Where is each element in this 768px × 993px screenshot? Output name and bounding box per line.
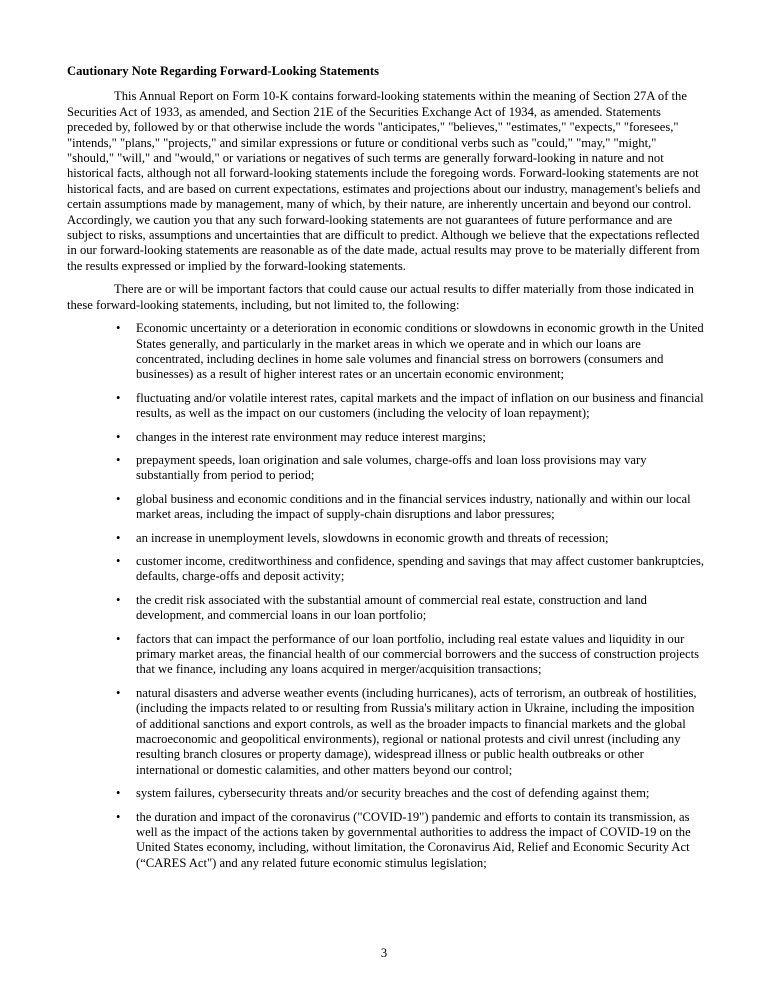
page-number: 3 [380, 946, 388, 960]
list-item [67, 786, 705, 801]
list-item-text: Economic uncertainty or a deterioration in economic conditions or slowdowns in economic growth in the United States generally, and particularly in the market areas in which we operate and in which our loans are concentrated, including declines in home sale volumes and financial stress on borrowers (consumers and businesses) as a result of higher interest rates or an uncertain economic environment; [136, 321, 704, 382]
list-item [67, 686, 705, 778]
bullet-icon: • [116, 491, 121, 506]
list-item [67, 492, 705, 523]
list-item-text: the credit risk associated with the substantial amount of commercial real estate, construction and land development, and commercial loans in our loan portfolio; [136, 592, 647, 623]
list-item-text: system failures, cybersecurity threats and/or security breaches and the cost of defending against them; [136, 786, 650, 801]
risk-factors-list [67, 321, 705, 871]
bullet-icon: • [116, 553, 121, 568]
paragraph-factors-intro: There are or will be important factors that could cause our actual results to differ materially from those indicated in these forward-looking statements, including, but not limited to, the following: [67, 282, 694, 312]
bullet-icon: • [116, 592, 121, 607]
list-item-text: prepayment speeds, loan origination and sale volumes, charge-offs and loan loss provisions may vary substantially from period to period; [136, 452, 647, 483]
list-item [67, 453, 705, 484]
list-item [67, 430, 705, 445]
list-item [67, 593, 705, 624]
bullet-icon: • [116, 429, 121, 444]
bullet-icon: • [116, 452, 121, 467]
bullet-icon: • [116, 685, 121, 700]
bullet-icon: • [116, 390, 121, 405]
list-item [67, 554, 705, 585]
list-item-text: changes in the interest rate environment may reduce interest margins; [136, 429, 486, 444]
bullet-icon: • [116, 321, 121, 336]
section-heading: Cautionary Note Regarding Forward-Looking Statements [67, 64, 380, 78]
list-item [67, 632, 705, 678]
list-item-text: an increase in unemployment levels, slowdowns in economic growth and threats of recession; [136, 530, 609, 545]
list-item-text: factors that can impact the performance of our loan portfolio, including real estate values and liquidity in our primary market areas, the financial health of our commercial borrowers and the success of construction projects that we finance, including any loans acquired in merger/acquisition transactions; [136, 631, 700, 677]
list-item-text: customer income, creditworthiness and confidence, spending and savings that may affect customer bankruptcies, defaults, charge-offs and deposit activity; [136, 553, 705, 584]
list-item [67, 810, 705, 872]
list-item [67, 321, 705, 383]
list-item-text: the duration and impact of the coronavirus ("COVID-19") pandemic and efforts to contain its transmission, as well as the impact of the actions taken by governmental authorities to address the impact of COVID-19 on the United States economy, including, without limitation, the Coronavirus Aid, Relief and Economic Security Act (“CARES Act") and any related future economic stimulus legislation; [136, 809, 691, 870]
document-page [67, 64, 705, 879]
bullet-icon: • [116, 530, 121, 545]
list-item-text: natural disasters and adverse weather events (including hurricanes), acts of terrorism, an outbreak of hostilities, (including the impacts related to or resulting from Russia's military action in Ukraine, including the imposition of additional sanctions and export controls, as well as the broader impacts to financial markets and the global macroeconomic and geopolitical environments), regional or national protests and civil unrest (including any resulting branch closures or property damage), widespread illness or public health outbreaks or other international or domestic calamities, and other matters beyond our control; [136, 685, 697, 777]
bullet-icon: • [116, 786, 121, 801]
bullet-icon: • [116, 809, 121, 824]
paragraph-forward-looking-intro: This Annual Report on Form 10-K contains forward-looking statements within the meaning of Section 27A of the Securities Act of 1933, as amended, and Section 21E of the Securities Exchange Act of 1934, as amended. Statements preceded by, followed by or that otherwise include the words "anticipates," "believes," "estimates," "expects," "foresees," "intends," "plans," "projects," and similar expressions or future or conditional verbs such as "could," "may," "might," "should," "will," and "would," or variations or negatives of such terms are generally forward-looking in nature and not historical facts, although not all forward-looking statements include the foregoing words. Forward-looking statements are not historical facts, and are based on current expectations, estimates and projections about our industry, management's beliefs and certain assumptions made by management, many of which, by their nature, are inherently uncertain and beyond our control. Accordingly, we caution you that any such forward-looking statements are not guarantees of future performance and are subject to risks, assumptions and uncertainties that are difficult to predict. Although we believe that the expectations reflected in our forward-looking statements are reasonable as of the date made, actual results may prove to be materially different from the results expressed or implied by the forward-looking statements. [67, 89, 701, 273]
list-item-text: global business and economic conditions and in the financial services industry, nationally and within our local market areas, including the impact of supply-chain disruptions and labor pressures; [136, 491, 691, 522]
list-item [67, 531, 705, 546]
bullet-icon: • [116, 631, 121, 646]
list-item-text: fluctuating and/or volatile interest rates, capital markets and the impact of inflation on our business and financial results, as well as the impact on our customers (including the velocity of loan repayment); [136, 390, 704, 421]
list-item [67, 391, 705, 422]
